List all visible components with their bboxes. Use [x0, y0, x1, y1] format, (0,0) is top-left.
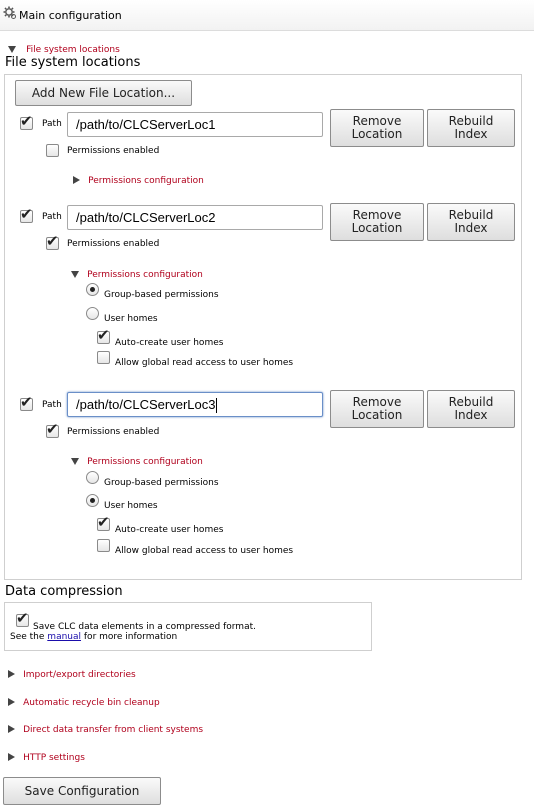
check-icon: ✔ — [46, 232, 59, 250]
collapsed-arrow-icon — [8, 670, 15, 678]
file-system-toggle-label: File system locations — [26, 45, 120, 55]
location-3-path-input[interactable]: /path/to/CLCServerLoc3 — [67, 392, 323, 417]
location-2-group-radio[interactable] — [86, 283, 99, 296]
location-2-path-input[interactable]: /path/to/CLCServerLoc2 — [67, 205, 323, 230]
location-3-permissions-config-toggle[interactable] — [71, 450, 203, 469]
collapsed-arrow-icon — [8, 753, 15, 761]
expanded-arrow-icon — [71, 458, 79, 465]
location-3-auto-create-checkbox[interactable] — [97, 513, 110, 531]
location-3-global-read-label: Allow global read access to user homes — [115, 546, 294, 556]
location-2-global-read-checkbox[interactable] — [97, 351, 110, 364]
location-1-permissions-config-label: Permissions configuration — [88, 176, 204, 186]
compression-checkbox[interactable] — [16, 609, 29, 627]
location-2-permissions-config-label: Permissions configuration — [87, 270, 203, 280]
add-file-location-button[interactable]: Add New File Location... — [15, 80, 192, 106]
location-1-permissions-config-toggle[interactable] — [73, 169, 204, 188]
recycle-bin-toggle[interactable]: Automatic recycle bin cleanup — [8, 691, 157, 710]
manual-link[interactable]: manual — [47, 632, 82, 642]
check-icon: ✔ — [20, 205, 33, 223]
location-2-permissions-checkbox[interactable] — [46, 232, 59, 250]
check-icon: ✔ — [20, 393, 33, 411]
location-3-checkbox[interactable] — [20, 393, 33, 411]
check-icon: ✔ — [97, 513, 110, 531]
location-3-group-label: Group-based permissions — [104, 478, 219, 488]
direct-transfer-toggle[interactable]: Direct data transfer from client systems — [8, 718, 200, 737]
location-2-rebuild-button[interactable]: Rebuild Index — [427, 203, 515, 241]
location-2-user-homes-radio[interactable] — [86, 307, 99, 320]
location-2-path-label: Path — [42, 212, 62, 222]
location-1-permissions-checkbox[interactable] — [46, 144, 59, 157]
location-2-auto-create-label: Auto-create user homes — [115, 338, 224, 348]
location-2-user-homes-label: User homes — [104, 314, 158, 324]
check-icon: ✔ — [46, 420, 59, 438]
compression-label: Save CLC data elements in a compressed format. — [33, 622, 256, 632]
location-2-auto-create-checkbox[interactable] — [97, 326, 110, 344]
location-3-permissions-config-label: Permissions configuration — [87, 457, 203, 467]
compression-heading: Data compression — [5, 584, 123, 599]
import-export-toggle[interactable]: Import/export directories — [8, 663, 133, 682]
text-cursor — [216, 398, 217, 413]
location-1-rebuild-button[interactable]: Rebuild Index — [427, 109, 515, 147]
expanded-arrow-icon — [71, 271, 79, 278]
header-bar — [0, 0, 534, 31]
location-1-remove-button[interactable]: Remove Location — [330, 109, 424, 147]
page-title: Main configuration — [19, 9, 122, 22]
location-3-global-read-checkbox[interactable] — [97, 539, 110, 552]
location-2-remove-button[interactable]: Remove Location — [330, 203, 424, 241]
location-3-user-homes-label: User homes — [104, 501, 158, 511]
location-1-path-label: Path — [42, 119, 62, 129]
location-2-permissions-label: Permissions enabled — [67, 239, 160, 249]
location-3-permissions-checkbox[interactable] — [46, 420, 59, 438]
file-system-heading: File system locations — [5, 55, 141, 70]
collapsed-arrow-icon — [8, 725, 15, 733]
location-3-rebuild-button[interactable]: Rebuild Index — [427, 390, 515, 428]
gear-icon — [3, 6, 17, 20]
http-settings-toggle[interactable]: HTTP settings — [8, 746, 82, 765]
check-icon: ✔ — [97, 326, 110, 344]
location-3-path-label: Path — [42, 400, 62, 410]
location-2-checkbox[interactable] — [20, 205, 33, 223]
compression-note: See the manual for more information — [10, 632, 178, 642]
location-3-group-radio[interactable] — [86, 471, 99, 484]
location-1-checkbox[interactable] — [20, 112, 33, 130]
collapsed-arrow-icon — [73, 176, 80, 184]
save-configuration-button[interactable]: Save Configuration — [3, 777, 161, 805]
location-2-permissions-config-toggle[interactable] — [71, 263, 203, 282]
location-3-auto-create-label: Auto-create user homes — [115, 525, 224, 535]
check-icon: ✔ — [16, 609, 29, 627]
collapsed-arrow-icon — [8, 698, 15, 706]
location-3-remove-button[interactable]: Remove Location — [330, 390, 424, 428]
check-icon: ✔ — [20, 112, 33, 130]
location-3-user-homes-radio[interactable] — [86, 494, 99, 507]
location-2-group-label: Group-based permissions — [104, 290, 219, 300]
location-2-global-read-label: Allow global read access to user homes — [115, 358, 294, 368]
expanded-arrow-icon — [8, 46, 16, 53]
location-1-path-input[interactable]: /path/to/CLCServerLoc1 — [67, 112, 323, 137]
location-3-permissions-label: Permissions enabled — [67, 427, 160, 437]
location-1-permissions-label: Permissions enabled — [67, 146, 160, 156]
